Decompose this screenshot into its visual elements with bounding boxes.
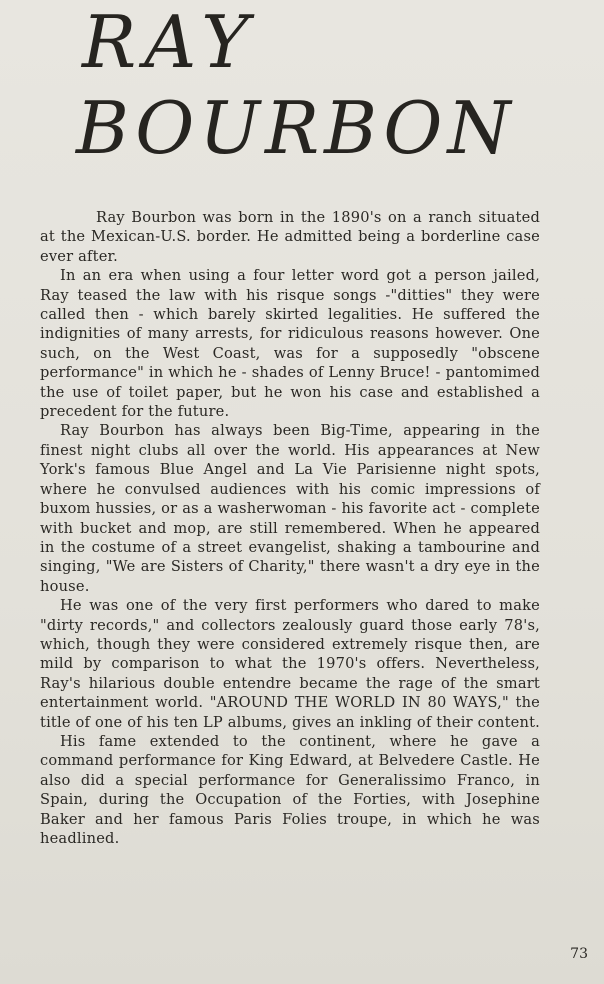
paragraph-2: In an era when using a four letter word got a person jailed, Ray teased the law with his risque songs -"ditties" they were called then - which barely skirted legalities. He suffered the indignities of many arrests, for ridiculous reasons however. One such, on the West Coast, was for a supposedly "obscene performance" in which he - shades of Lenny Bruce! - pantomimed the use of toilet paper, but he won his case and established a precedent for the future.	[40, 267, 540, 421]
paragraph-4: He was one of the very first performers who dared to make "dirty records," and collectors zealously guard those early 78's, which, though they were considered extremely risque then, are mild by comparison to what the 1970's offers. Nevertheless, Ray's hilarious double entendre became the rage of the smart entertainment world. "AROUND THE WORLD IN 80 WAYS," the title of one of his ten LP albums, gives an inkling of their content.	[40, 597, 541, 731]
paragraph-3: Ray Bourbon has always been Big-Time, appearing in the finest night clubs all over the world. His appearances at New York's famous Blue Angel and La Vie Parisienne night spots, where he convulsed audiences with his comic impressions of buxom hussies, or as a washerwoman - his favorite act - complete with bucket and mop, are still remembered. When he appeared in the costume of a street evangelist, shaking a tambourine and singing, "We are Sisters of Charity," there wasn't a dry eye in the house.	[40, 422, 540, 595]
paragraph-5: His fame extended to the continent, where he gave a command performance for King Edward, at Belvedere Castle. He also did a special performance for Generalissimo Franco, in Spain, during the Occupation of the Forties, with Josephine Baker and her famous Paris Folies troupe, in which he was headlined.	[40, 732, 540, 847]
title-line-2: BOURBON	[76, 86, 516, 170]
paragraph-1: Ray Bourbon was born in the 1890's on a ranch situated at the Mexican-U.S. border. He admitted being a borderline case ever after.	[40, 209, 540, 265]
title-line-1: RAY	[82, 0, 257, 84]
article-body	[40, 208, 540, 848]
page-number: 73	[570, 946, 588, 962]
